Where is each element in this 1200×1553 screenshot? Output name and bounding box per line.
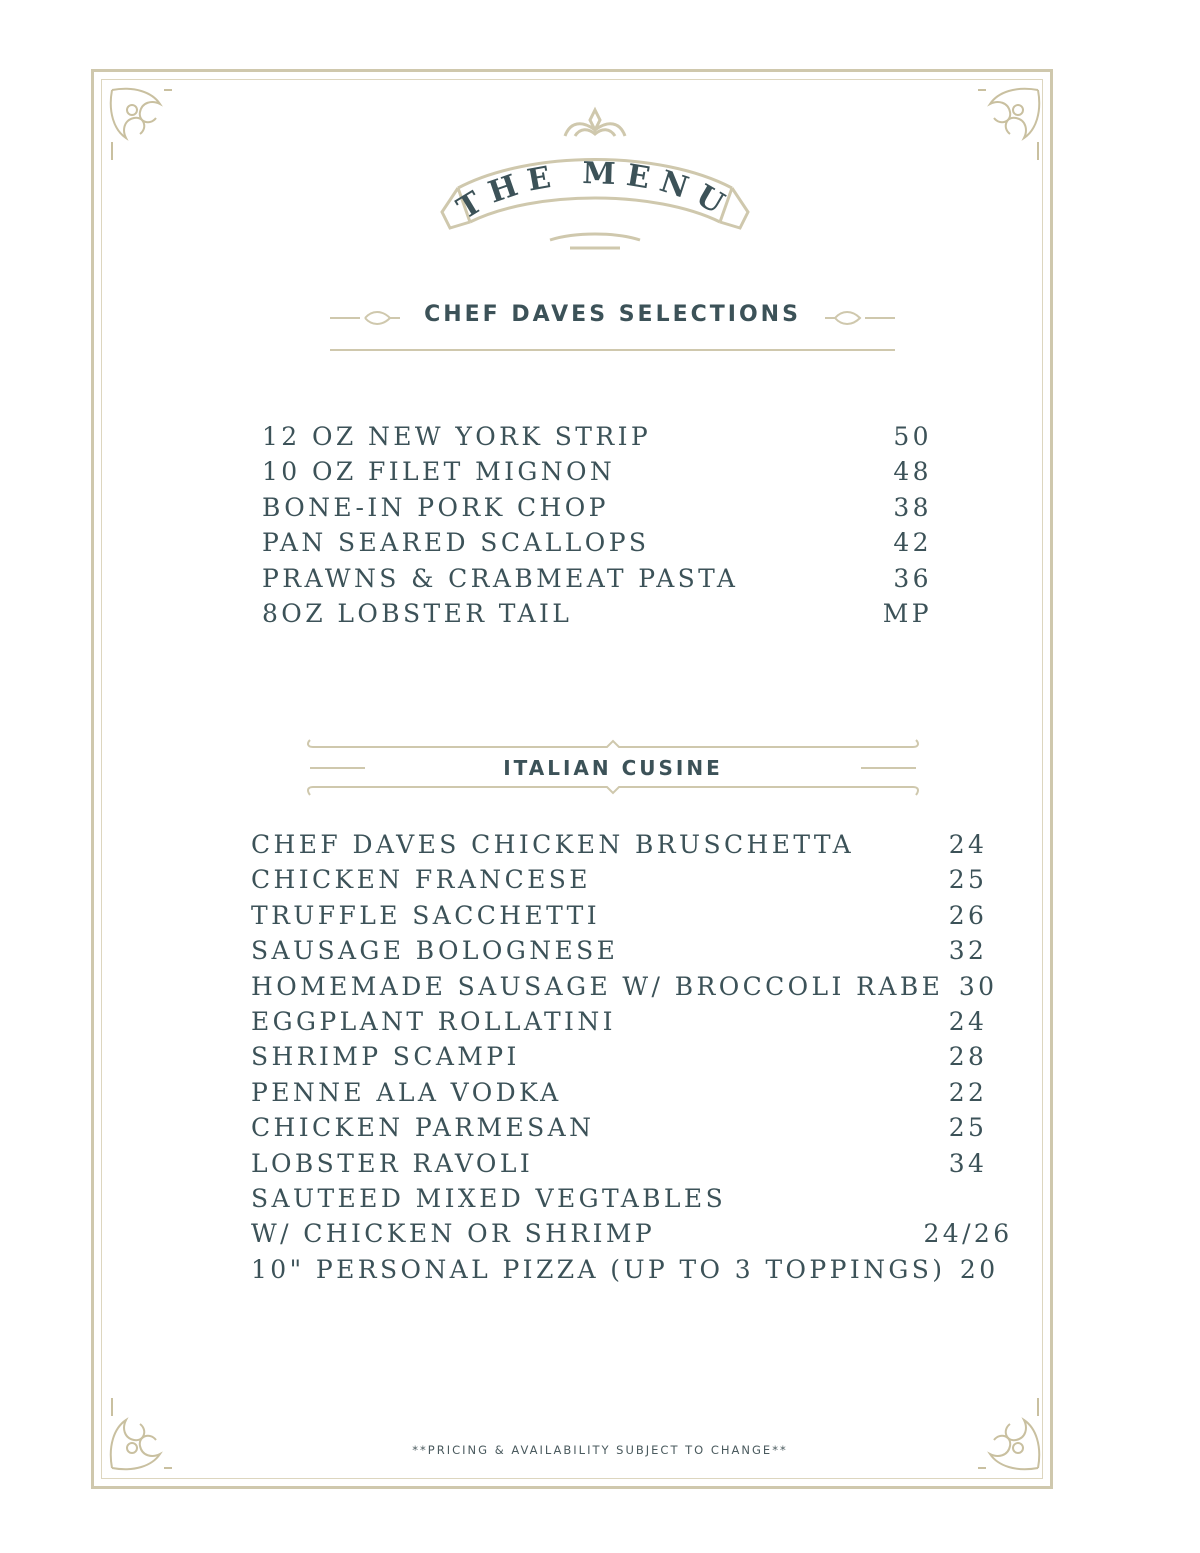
item-name: PENNE ALA VODKA bbox=[251, 1077, 562, 1107]
item-name: 8OZ LOBSTER TAIL bbox=[262, 598, 573, 628]
list-item bbox=[251, 901, 1013, 936]
list-item bbox=[251, 972, 1013, 1007]
item-name: W/ CHICKEN OR SHRIMP bbox=[251, 1219, 656, 1249]
item-price: 24/26 bbox=[923, 1219, 1013, 1249]
item-price: 22 bbox=[948, 1077, 988, 1107]
list-item bbox=[251, 936, 1013, 971]
item-name: BONE-IN PORK CHOP bbox=[262, 492, 609, 522]
section-heading-chef-selections: CHEF DAVES SELECTIONS bbox=[424, 302, 801, 327]
item-price: 50 bbox=[893, 422, 932, 451]
title-banner bbox=[430, 100, 760, 260]
item-price: 38 bbox=[893, 492, 932, 522]
item-price: 24 bbox=[948, 1006, 988, 1036]
item-name: HOMEMADE SAUSAGE W/ BROCCOLI RABE bbox=[251, 971, 944, 1001]
corner-flourish-top-right-icon bbox=[976, 82, 1046, 162]
corner-flourish-bottom-right-icon bbox=[976, 1396, 1046, 1476]
list-item bbox=[251, 1113, 1013, 1148]
list-item bbox=[262, 599, 932, 634]
menu-title: THE MENU bbox=[451, 155, 739, 227]
item-price: MP bbox=[882, 598, 932, 628]
pricing-disclaimer: **PRICING & AVAILABILITY SUBJECT TO CHANGE** bbox=[412, 1443, 788, 1457]
corner-flourish-top-left-icon bbox=[104, 82, 174, 162]
italian-cuisine-list bbox=[251, 830, 1013, 1290]
list-item bbox=[262, 422, 932, 457]
item-price: 20 bbox=[959, 1254, 999, 1284]
item-price: 48 bbox=[893, 457, 932, 487]
item-name: SAUSAGE BOLOGNESE bbox=[251, 936, 619, 966]
corner-flourish-bottom-left-icon bbox=[104, 1396, 174, 1476]
item-name: EGGPLANT ROLLATINI bbox=[251, 1006, 616, 1036]
list-item bbox=[251, 1184, 1013, 1219]
chef-selections-list bbox=[262, 422, 932, 634]
item-name: LOBSTER RAVOLI bbox=[251, 1148, 534, 1178]
item-price: 25 bbox=[948, 1113, 988, 1143]
list-item bbox=[262, 457, 932, 492]
list-item bbox=[251, 1042, 1013, 1077]
item-name: PAN SEARED SCALLOPS bbox=[262, 528, 650, 558]
item-price: 24 bbox=[948, 830, 988, 859]
item-name: CHEF DAVES CHICKEN BRUSCHETTA bbox=[251, 830, 855, 859]
list-item bbox=[251, 830, 1013, 865]
list-item bbox=[251, 1007, 1013, 1042]
item-price: 26 bbox=[948, 900, 988, 930]
list-item bbox=[262, 528, 932, 563]
item-price: 30 bbox=[958, 971, 998, 1001]
list-item bbox=[251, 1149, 1013, 1184]
item-name: CHICKEN PARMESAN bbox=[251, 1113, 595, 1143]
item-price: 28 bbox=[948, 1042, 988, 1072]
item-price: 32 bbox=[948, 936, 988, 966]
list-item bbox=[251, 1219, 1013, 1254]
item-name: 10" PERSONAL PIZZA (UP TO 3 TOPPINGS) bbox=[251, 1254, 946, 1284]
list-item bbox=[262, 564, 932, 599]
item-price: 34 bbox=[948, 1148, 988, 1178]
item-price: 25 bbox=[948, 865, 988, 895]
item-price: 36 bbox=[893, 563, 932, 593]
item-name: 10 OZ FILET MIGNON bbox=[262, 457, 616, 487]
item-name: 12 OZ NEW YORK STRIP bbox=[262, 422, 652, 451]
item-name: CHICKEN FRANCESE bbox=[251, 865, 591, 895]
item-price: 42 bbox=[893, 528, 932, 558]
item-name: PRAWNS & CRABMEAT PASTA bbox=[262, 563, 739, 593]
list-item bbox=[262, 493, 932, 528]
list-item bbox=[251, 1255, 1013, 1290]
list-item bbox=[251, 1078, 1013, 1113]
section-heading-italian-cuisine: ITALIAN CUSINE bbox=[503, 756, 723, 780]
item-name: SHRIMP SCAMPI bbox=[251, 1042, 520, 1072]
item-name: SAUTEED MIXED VEGTABLES bbox=[251, 1183, 727, 1213]
list-item bbox=[251, 865, 1013, 900]
item-name: TRUFFLE SACCHETTI bbox=[251, 900, 601, 930]
